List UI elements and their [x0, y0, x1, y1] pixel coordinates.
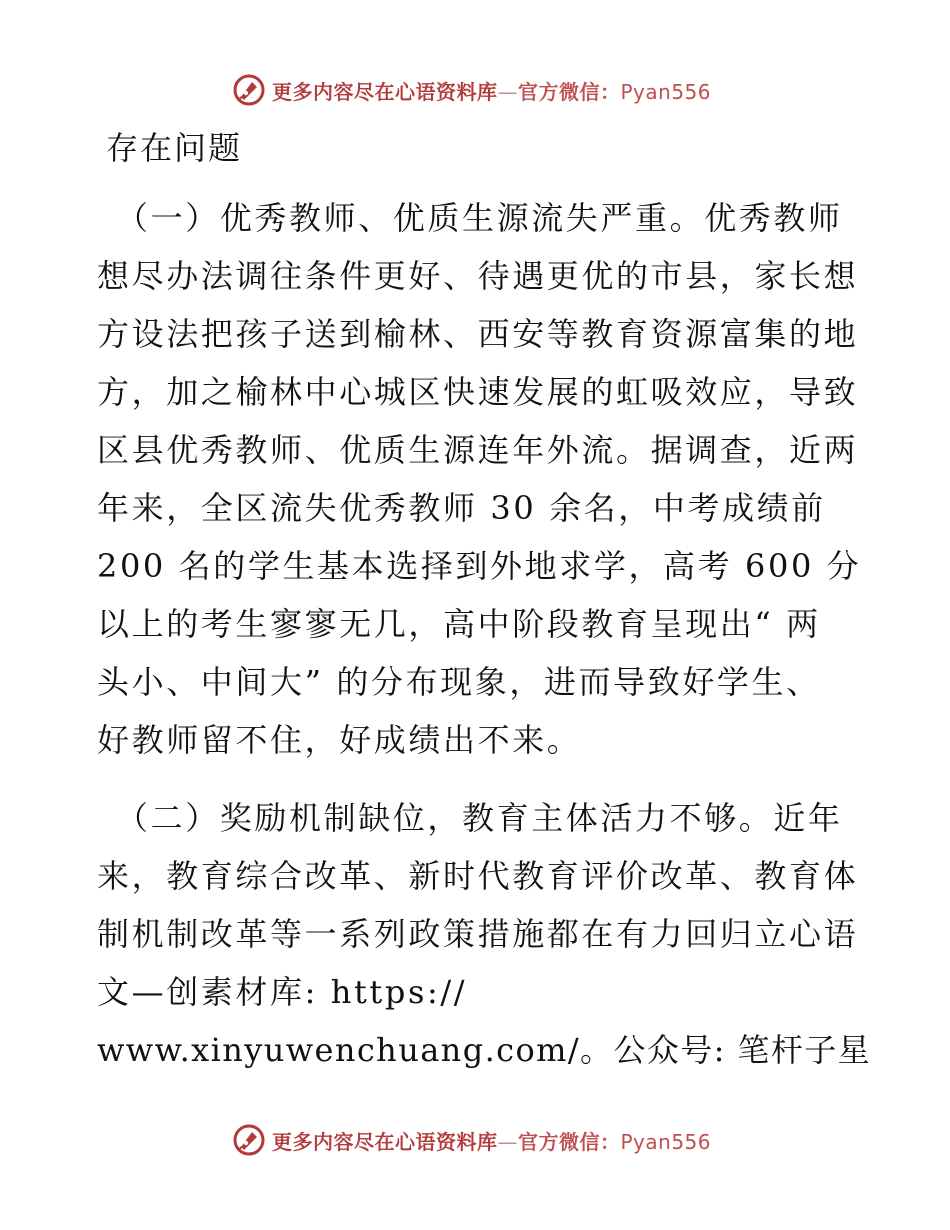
text-line: 文—创素材库: https:// [97, 973, 468, 1011]
text-line: 200 名的学生基本选择到外地求学，高考 600 分 [97, 547, 862, 585]
watermark-wechat-label: 官方微信： [518, 1129, 621, 1154]
watermark-text [272, 76, 711, 105]
text-line: www.xinyuwenchuang.com/。公众号: 笔杆子星 [97, 1031, 872, 1069]
watermark-text [272, 1126, 711, 1155]
watermark-main-text: 更多内容尽在心语资料库 [272, 79, 498, 104]
pen-nib-icon [232, 1123, 266, 1157]
watermark-main-text: 更多内容尽在心语资料库 [272, 1129, 498, 1154]
watermark-separator: — [497, 1129, 518, 1154]
text-line: 制机制改革等一系列政策措施都在有力回归立心语 [97, 915, 859, 953]
footer-watermark-banner [232, 1122, 711, 1158]
watermark-wechat-id: Pyan556 [620, 79, 712, 104]
header-watermark-banner [232, 72, 711, 108]
watermark-wechat-label: 官方微信： [518, 79, 621, 104]
text-line: 区县优秀教师、优质生源连年外流。据调查，近两 [97, 431, 859, 469]
text-line: 方，加之榆林中心城区快速发展的虹吸效应，导致 [97, 373, 859, 411]
text-line: 好教师留不住，好成绩出不来。 [97, 721, 582, 759]
watermark-separator: — [497, 79, 518, 104]
text-line: 想尽办法调往条件更好、待遇更优的市县，家长想 [97, 257, 859, 295]
text-line: 方设法把孩子送到榆林、西安等教育资源富集的地 [97, 315, 859, 353]
section-title: 存在问题 [106, 129, 243, 167]
text-line: （一）优秀教师、优质生源流失严重。优秀教师 [116, 199, 843, 237]
text-line: 以上的考生寥寥无几，高中阶段教育呈现出“ 两 [97, 605, 821, 643]
text-line: 来，教育综合改革、新时代教育评价改革、教育体 [97, 857, 859, 895]
text-line: 年来，全区流失优秀教师 30 余名，中考成绩前 [97, 489, 826, 527]
text-line: （二）奖励机制缺位，教育主体活力不够。近年 [116, 799, 843, 837]
text-line: 头小、中间大” 的分布现象，进而导致好学生、 [97, 663, 821, 701]
pen-nib-icon [232, 73, 266, 107]
watermark-wechat-id: Pyan556 [620, 1129, 712, 1154]
